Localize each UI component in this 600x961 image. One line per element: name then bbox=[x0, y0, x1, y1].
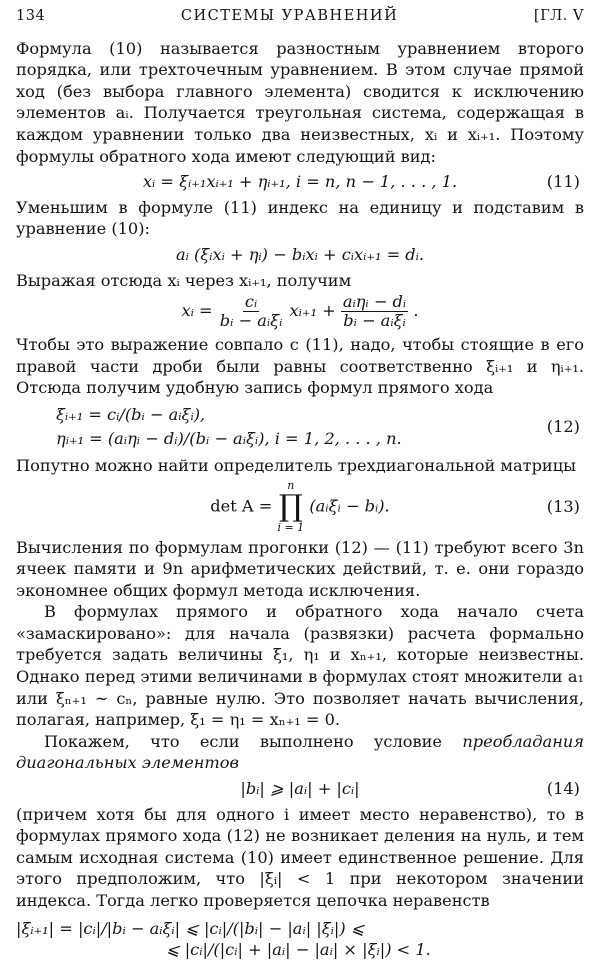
formula-11 bbox=[16, 171, 584, 193]
fraction-2-numerator: aᵢηᵢ − dᵢ bbox=[342, 292, 407, 312]
inequality-chain bbox=[16, 918, 584, 961]
fraction-2-denominator: bᵢ − aᵢξᵢ bbox=[343, 311, 406, 331]
paragraph-8-emphasis: преобладания диагональных элементов bbox=[16, 731, 584, 773]
formula-13 bbox=[16, 479, 584, 535]
paragraph-4: Чтобы это выражение совпало с (11), надо, чтобы стоящие в его правой части дроби были равны соответственно ξᵢ₊₁ и ηᵢ₊₁. Отсюда получим удобную запись формул прямого хода bbox=[16, 335, 584, 398]
formula-12 bbox=[16, 403, 584, 451]
formula-14-number: (14) bbox=[546, 779, 580, 799]
formula-14-body: |bᵢ| ⩾ |aᵢ| + |cᵢ| bbox=[240, 779, 360, 799]
inequality-chain-line-1: |ξᵢ₊₁| = |cᵢ|/|bᵢ − aᵢξᵢ| ⩽ |cᵢ|/(|bᵢ| − |aᵢ| |ξᵢ|) ⩽ bbox=[16, 918, 365, 938]
running-title: СИСТЕМЫ УРАВНЕНИЙ bbox=[180, 8, 399, 24]
formula-14 bbox=[16, 778, 584, 800]
formula-substitution-body: aᵢ (ξᵢxᵢ + ηᵢ) − bᵢxᵢ + cᵢxᵢ₊₁ = dᵢ. bbox=[175, 244, 425, 264]
formula-11-body: xᵢ = ξᵢ₊₁xᵢ₊₁ + ηᵢ₊₁, i = n, n − 1, . . . , 1. bbox=[142, 172, 458, 192]
product-lower-limit: i = 1 bbox=[277, 520, 305, 534]
paragraph-7: В формулах прямого и обратного хода начало счета «замаскировано»: для начала (развязки) расчета формально требуется задать величины ξ₁, η₁ и xₙ₊₁, которые неизвестны. Однако перед этими величинами в формулах стоят множители a₁ или ξₙ₊₁ ∼ cₙ, равные нулю. Это позволяет начать вычисления, полагая, например, ξ₁ = η₁ = xₙ₊₁ = 0. bbox=[16, 602, 584, 730]
fraction-2 bbox=[341, 293, 408, 330]
paragraph-9: (причем хотя бы для одного i имеет место неравенство), то в формулах прямого хода (12) не возникает деления на нуль, и тем самым исходная система (10) имеет единственное решение. Для этого предположим, что |ξᵢ| < 1 при некотором значении индекса. Тогда легко проверяется цепочка неравенств bbox=[16, 804, 584, 910]
paragraph-8-text: Покажем, что если выполнено условие bbox=[44, 731, 463, 751]
paragraph-6: Вычисления по формулам прогонки (12) — (11) требуют всего 3n ячеек памяти и 9n арифметических действий, т. е. они гораздо экономнее общих формул метода исключения. bbox=[16, 537, 584, 600]
page-header bbox=[16, 6, 584, 28]
product-operator bbox=[277, 479, 304, 535]
formula-12-line-1: ξᵢ₊₁ = cᵢ/(bᵢ − aᵢξᵢ), bbox=[56, 404, 206, 424]
paragraph-5: Попутно можно найти определитель трехдиагональной матрицы bbox=[16, 455, 577, 475]
paragraph-3: Выражая отсюда xᵢ через xᵢ₊₁, получим bbox=[16, 270, 352, 290]
formula-expression-end: . bbox=[413, 301, 419, 321]
formula-13-number: (13) bbox=[546, 496, 580, 516]
fraction-1 bbox=[218, 293, 285, 330]
formula-expression-lhs: xᵢ = bbox=[181, 301, 213, 321]
fraction-1-denominator: bᵢ − aᵢξᵢ bbox=[219, 311, 283, 331]
formula-expression-mid: xᵢ₊₁ + bbox=[289, 301, 336, 321]
formula-12-line-2: ηᵢ₊₁ = (aᵢηᵢ − dᵢ)/(bᵢ − aᵢξᵢ), i = 1, 2, . . . , n. bbox=[56, 428, 402, 448]
chapter-label: [ГЛ. V bbox=[533, 8, 584, 24]
formula-11-number: (11) bbox=[546, 172, 580, 192]
formula-13-lhs: det A = bbox=[210, 496, 273, 515]
product-symbol: ∏ bbox=[278, 488, 303, 524]
fraction-1-numerator: cᵢ bbox=[244, 292, 258, 312]
paragraph-1: Формула (10) называется разностным уравнением второго порядка, или трехточечным уравнением. В этом случае прямой ход (без выбора главного элемента) сводится к исключению элементов aᵢ. Получается треугольная система, содержащая в каждом уравнении только два неизвестных, xᵢ и xᵢ₊₁. Поэтому формулы обратного хода имеют следующий вид: bbox=[16, 38, 584, 166]
product-upper-limit: n bbox=[287, 478, 295, 492]
inequality-chain-line-2: ⩽ |cᵢ|/(|cᵢ| + |aᵢ| − |aᵢ| × |ξᵢ|) < 1. bbox=[166, 940, 431, 960]
page-number: 134 bbox=[16, 8, 46, 24]
formula-13-rhs: (aᵢξᵢ − bᵢ). bbox=[309, 496, 390, 515]
formula-12-number: (12) bbox=[546, 417, 580, 437]
paragraph-2: Уменьшим в формуле (11) индекс на единицу и подставим в уравнение (10): bbox=[16, 197, 584, 239]
formula-substitution bbox=[16, 244, 584, 266]
formula-expression bbox=[16, 293, 584, 330]
paragraph-8 bbox=[16, 731, 584, 774]
